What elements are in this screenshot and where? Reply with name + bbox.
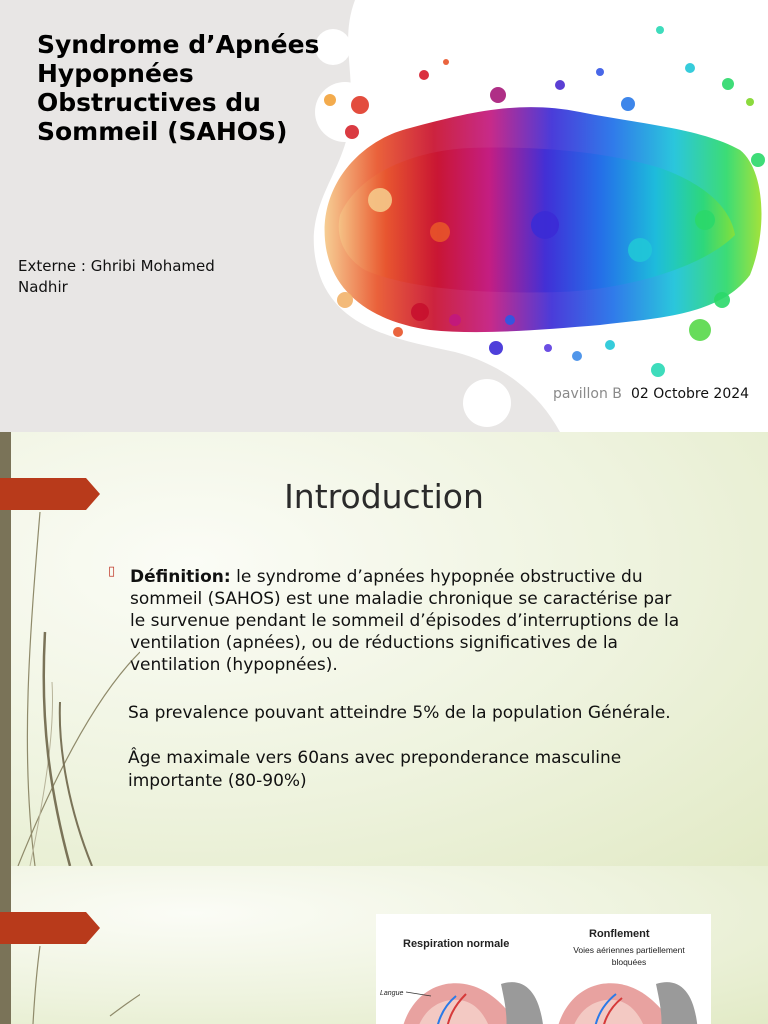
author-line: Externe : Ghribi Mohamed Nadhir	[18, 257, 215, 296]
definition-label: Définition:	[130, 567, 231, 587]
airway-anatomy-drawing	[376, 914, 711, 1024]
date-label: 02 Octobre 2024	[631, 386, 750, 402]
label-normal-breathing: Respiration normale	[403, 938, 510, 950]
airway-illustration	[376, 914, 711, 1024]
white-circle-decoration	[463, 379, 511, 427]
prevalence-text: Sa prevalence pouvant atteindre 5% de la population Générale.	[128, 703, 671, 723]
title-slide	[0, 0, 768, 432]
slide-heading: Introduction	[284, 477, 484, 516]
age-text: Âge maximale vers 60ans avec preponderance masculine importante (80-90%)	[128, 748, 622, 791]
bullet-icon: ▯	[108, 564, 116, 579]
definition-text: le syndrome d’apnées hypopnée obstructive du sommeil (SAHOS) est une maladie chronique se caractérise par le survenue pendant le sommeil d’épisodes d’interruptions de la ventilation (apnées), ou de réductions significatives de la ventilation (hypopnées).	[130, 567, 680, 675]
label-snoring: Ronflement	[589, 928, 650, 940]
label-snoring-sub: Voies aériennes partiellement bloquées	[573, 945, 685, 967]
label-tongue: Langue	[380, 990, 404, 997]
introduction-slide	[0, 432, 768, 866]
illustration-slide	[0, 866, 768, 1024]
location-label: pavillon B	[553, 386, 622, 402]
presentation-title: Syndrome d’Apnées Hypopnées Obstructives du Sommeil (SAHOS)	[37, 30, 320, 146]
definition-paragraph	[130, 566, 690, 676]
decorative-curves	[0, 866, 140, 1024]
